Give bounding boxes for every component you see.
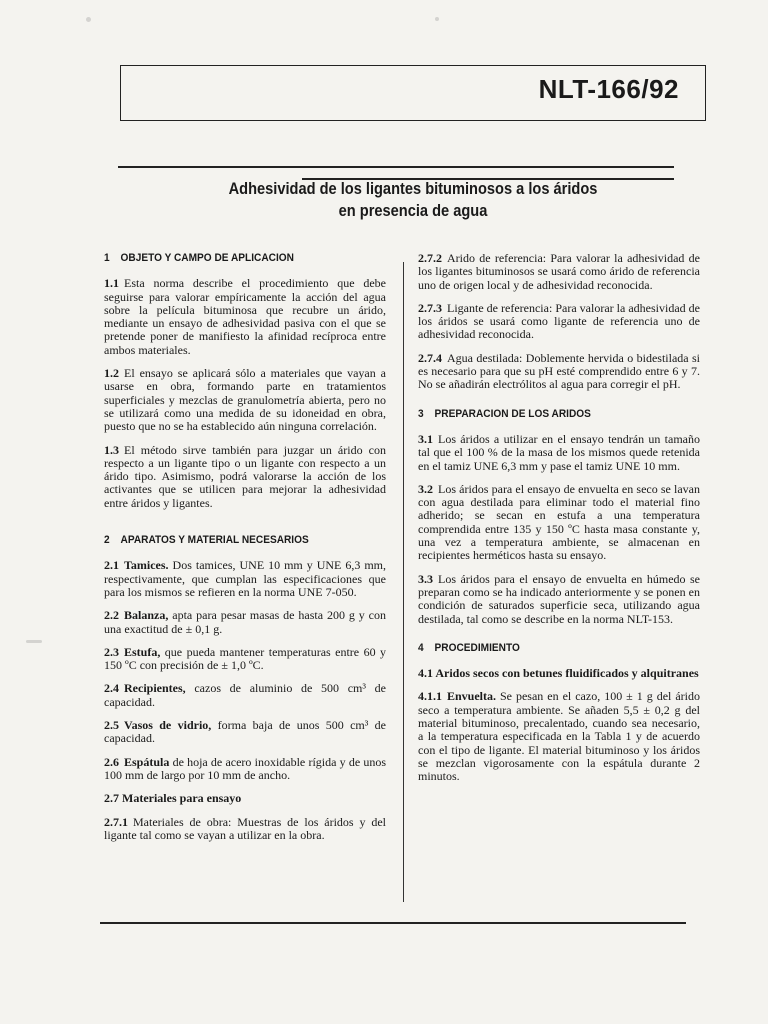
- scan-speck: [86, 17, 91, 22]
- paragraph-1-3: 1.3 El método sirve también para juzgar un árido con respecto a un ligante tipo o un ligante con respecto a un árido tipo. Asimismo, podrá valorarse la acción de los activantes que se utilicen para mejorar la adhesividad entre áridos y ligantes.: [104, 442, 386, 510]
- paragraph-2-7-4: 2.7.4 Agua destilada: Doblemente hervida o bidestilada si es necesario para que su pH esté comprendido entre 6 y 7. No se añadirán electrólitos al agua para corregir el pH.: [418, 350, 700, 392]
- scan-speck: [435, 17, 439, 21]
- subsection-heading-4-1: 4.1 Aridos secos con betunes fluidificados y alquitranes: [418, 666, 699, 681]
- paragraph-2-7-1: 2.7.1 Materiales de obra: Muestras de los áridos y del ligante tal como se vayan a utilizar en la obra.: [104, 814, 386, 842]
- column-divider: [403, 262, 404, 902]
- section-heading: 1 OBJETO Y CAMPO DE APLICACION: [104, 252, 294, 264]
- title-top-rule: [118, 166, 674, 168]
- section-heading: 4 PROCEDIMIENTO: [418, 641, 520, 654]
- paragraph-2-2: 2.2 Balanza, apta para pesar masas de hasta 200 g y con una exactitud de ± 0,1 g.: [104, 608, 386, 636]
- paragraph-1-1: 1.1 Esta norma describe el procedimiento que debe seguirse para valorar empíricamente la acción del agua sobre la película bituminosa que recubre un árido, mediante un ensayo de adhesividad pasiva con el que se pretende poner de manifiesto la afinidad recíproca entre ambos materiales.: [104, 276, 386, 357]
- document-title: [159, 178, 666, 222]
- subsection-heading-2-7: 2.7 Materiales para ensayo: [104, 791, 242, 806]
- paragraph-2-3: 2.3 Estufa, que pueda mantener temperaturas entre 60 y 150 ºC con precisión de ± 1,0 ºC.: [104, 644, 387, 673]
- scan-mark: [26, 640, 42, 643]
- paragraph-4-1-1: 4.1.1 Envuelta. Se pesan en el cazo, 100 ± 1 g del árido seco a temperatura ambiente. Se añaden 5,5 ± 0,2 g del material bituminoso, precalentado, cuando sea necesario, a la temperatura especificada en la Tabla 1 y de acuerdo con el tipo de ligante. El material bituminoso y los áridos se mezclan vigorosamente con la espátula durante 2 minutos.: [418, 689, 700, 784]
- paragraph-2-4: 2.4 Recipientes, cazos de aluminio de 500 cm³ de capacidad.: [104, 681, 387, 709]
- paragraph-2-7-3: 2.7.3 Ligante de referencia: Para valorar la adhesividad de los áridos se usará como ligante de referencia uno de adhesividad reconocida.: [418, 300, 700, 342]
- title-line-1: Adhesividad de los ligantes bituminosos a los áridos: [228, 179, 598, 198]
- footer-rule: [100, 922, 686, 924]
- paragraph-2-7-2: 2.7.2 Arido de referencia: Para valorar la adhesividad de los ligantes bituminosos se usará como árido de referencia uno de origen local y de adhesividad reconocida.: [418, 251, 700, 292]
- paragraph-2-5: 2.5 Vasos de vidrio, forma baja de unos 500 cm³ de capacidad.: [104, 718, 387, 746]
- right-column: [418, 252, 700, 794]
- section-heading: 3 PREPARACION DE LOS ARIDOS: [418, 407, 591, 420]
- paragraph-2-1: 2.1 Tamices. Dos tamices, UNE 10 mm y UNE 6,3 mm, respectivamente, que cumplan las especificaciones que para los mismos se refieren en la norma UNE 7-050.: [104, 558, 386, 599]
- paragraph-3-2: 3.2 Los áridos para el ensayo de envuelta en seco se lavan con agua destilada para eliminar todo el material fino adherido; se secan en estufa a una temperatura comprendida entre 135 y 150 ºC hasta masa constante y, una vez a temperatura ambiente, se almacenan en recipientes herméticos hasta su ensayo.: [418, 481, 700, 563]
- paragraph-3-1: 3.1 Los áridos a utilizar en el ensayo tendrán un tamaño tal que el 100 % de la masa de los mismos quede retenida en el tamiz UNE 6,3 mm y pase el tamiz UNE 10 mm.: [418, 431, 700, 473]
- section-heading: 2 APARATOS Y MATERIAL NECESARIOS: [104, 534, 309, 547]
- title-line-2: en presencia de agua: [338, 201, 488, 220]
- paragraph-2-6: 2.6 Espátula de hoja de acero inoxidable rígida y de unos 100 mm de largo por 10 mm de ancho.: [104, 754, 387, 782]
- header-box: [120, 65, 706, 121]
- paragraph-3-3: 3.3 Los áridos para el ensayo de envuelta en húmedo se preparan como se ha indicado anteriormente y se ponen en condición de saturados superficie seca, utilizando agua destilada, tal como se describe en la norma NLT-153.: [418, 571, 700, 626]
- paragraph-1-2: 1.2 El ensayo se aplicará sólo a materiales que vayan a usarse en obra, formando parte en tratamientos superficiales y mezclas de granulometría abierta, pero no se utilizará como una medida de su idoneidad en obra, puesto que no se ha establecido aún ninguna correlación.: [104, 366, 386, 434]
- document-code: NLT-166/92: [538, 74, 679, 104]
- left-column: [104, 252, 386, 852]
